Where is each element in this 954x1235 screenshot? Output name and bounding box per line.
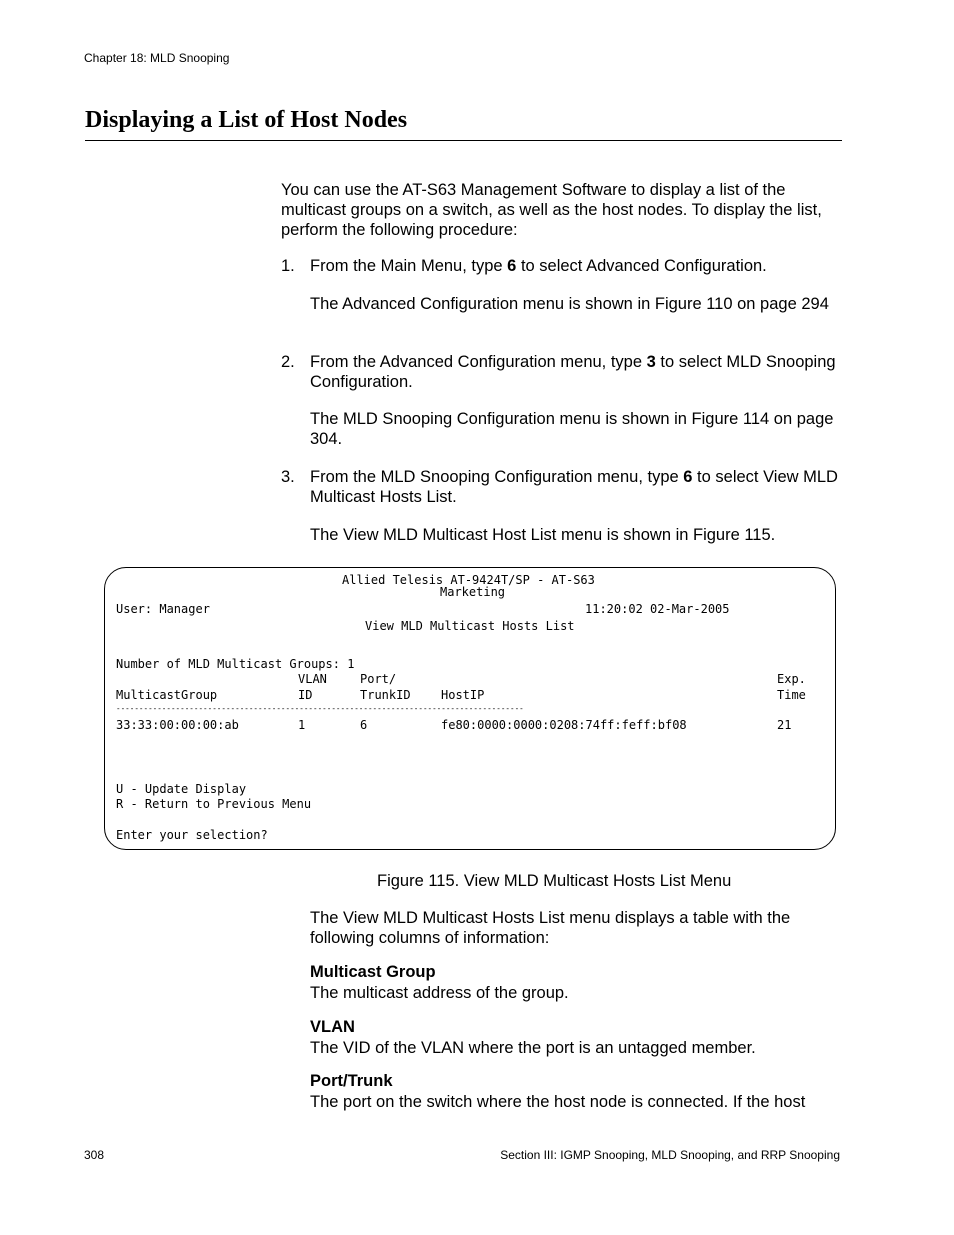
col-exp-line1: Exp. [777, 672, 806, 686]
step-3-pre: From the MLD Snooping Configuration menu, type [310, 468, 684, 486]
section-title: Displaying a List of Host Nodes [85, 107, 408, 133]
definition-term-port-trunk: Port/Trunk [310, 1072, 393, 1090]
title-rule [85, 140, 842, 141]
step-1-number: 1. [281, 257, 295, 275]
step-1-key: 6 [507, 257, 517, 275]
figure-caption: Figure 115. View MLD Multicast Hosts List Menu [377, 872, 732, 890]
terminal-separator: ----------------------------------------------------------------------------------------- [116, 704, 524, 713]
step-3-text [310, 467, 841, 507]
terminal-screen [104, 567, 836, 850]
definition-desc-vlan: The VID of the VLAN where the port is an untagged member. [310, 1039, 756, 1057]
step-2-pre: From the Advanced Configuration menu, type [310, 353, 647, 371]
definition-term-multicast-group: Multicast Group [310, 963, 436, 981]
option-return-previous[interactable]: R - Return to Previous Menu [116, 797, 312, 811]
running-header: Chapter 18: MLD Snooping [84, 51, 230, 65]
col-group-line2: MulticastGroup [116, 688, 218, 702]
row-port: 6 [360, 718, 368, 732]
step-1-post: to select Advanced Configuration. [516, 257, 767, 275]
terminal-user: User: Manager [116, 602, 210, 616]
step-1-text [310, 256, 841, 276]
terminal-location: Marketing [440, 585, 506, 599]
footer-section: Section III: IGMP Snooping, MLD Snooping, and RRP Snooping [500, 1148, 840, 1162]
step-3-post: to select View MLD Multicast Hosts List. [310, 468, 838, 506]
col-port-line1: Port/ [360, 672, 397, 686]
step-3-number: 3. [281, 468, 295, 486]
definition-desc-multicast-group: The multicast address of the group. [310, 984, 569, 1002]
step-3-key: 6 [683, 468, 693, 486]
col-vlan-line1: VLAN [298, 672, 327, 686]
step-3-note: The View MLD Multicast Host List menu is shown in Figure 115. [310, 526, 776, 544]
terminal-system-name: Allied Telesis AT-9424T/SP - AT-S63 [342, 573, 595, 587]
step-2-number: 2. [281, 353, 295, 371]
page-number: 308 [84, 1148, 105, 1162]
col-exp-line2: Time [777, 688, 806, 702]
definition-desc-port-trunk: The port on the switch where the host node is connected. If the host [310, 1093, 806, 1111]
col-vlan-line2: ID [298, 688, 313, 702]
col-port-line2: TrunkID [360, 688, 411, 702]
col-hostip-line2: HostIP [441, 688, 485, 702]
step-2-key: 3 [646, 353, 656, 371]
after-figure-paragraph: The View MLD Multicast Hosts List menu displays a table with the following columns of information: [310, 909, 791, 947]
step-1-pre: From the Main Menu, type [310, 257, 508, 275]
row-multicast-group: 33:33:00:00:00:ab [116, 718, 239, 732]
terminal-timestamp: 11:20:02 02-Mar-2005 [585, 602, 730, 616]
row-host-ip: fe80:0000:0000:0208:74ff:feff:bf08 [441, 718, 687, 732]
step-2-note: The MLD Snooping Configuration menu is shown in Figure 114 on page 304. [310, 410, 834, 448]
option-update-display[interactable]: U - Update Display [116, 782, 247, 796]
row-exp-time: 21 [777, 718, 792, 732]
step-2-text [310, 352, 841, 392]
terminal-group-count: Number of MLD Multicast Groups: 1 [116, 657, 355, 671]
intro-paragraph: You can use the AT-S63 Management Software to display a list of the multicast groups on a switch, as well as the host nodes. To display the list, perform the following procedure: [281, 181, 822, 239]
terminal-menu-title: View MLD Multicast Hosts List [365, 619, 575, 633]
definition-term-vlan: VLAN [310, 1018, 355, 1036]
step-2-post: to select MLD Snooping Configuration. [310, 353, 836, 391]
step-1-note: The Advanced Configuration menu is shown in Figure 110 on page 294 [310, 295, 829, 313]
row-vlan: 1 [298, 718, 306, 732]
terminal-prompt[interactable]: Enter your selection? [116, 828, 268, 842]
